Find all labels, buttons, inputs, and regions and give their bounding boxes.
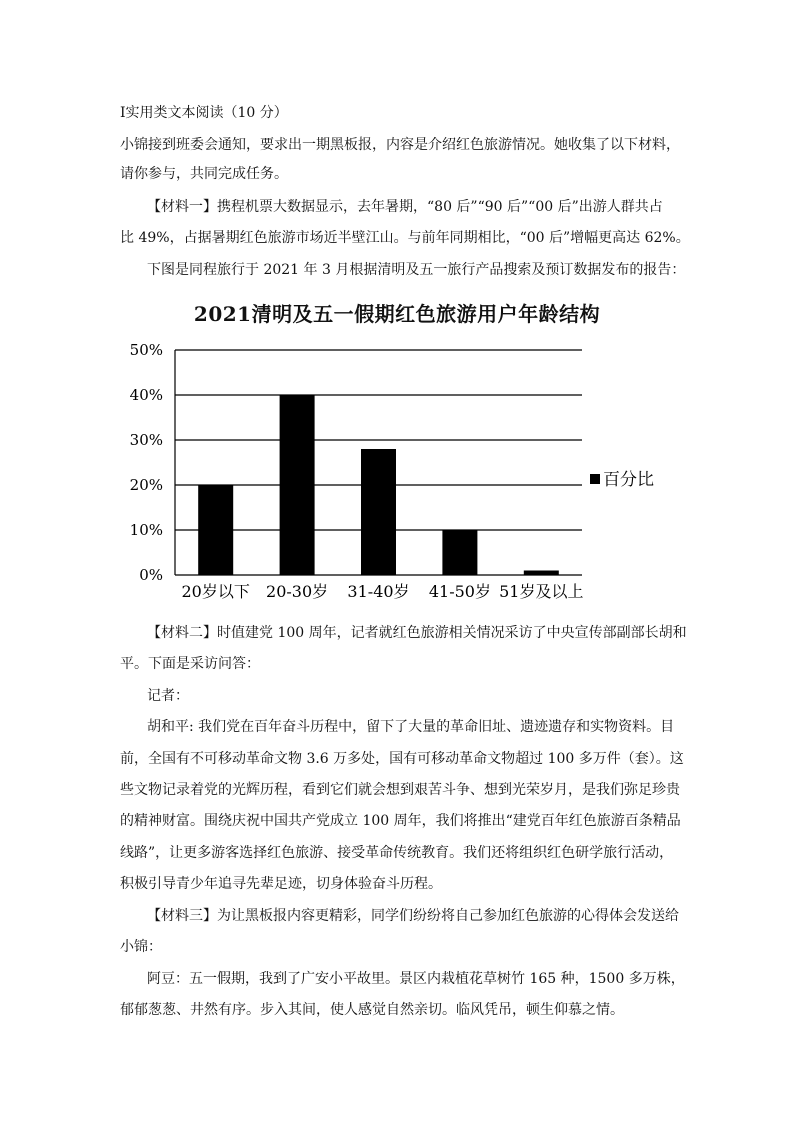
y-tick-label: 40%	[129, 386, 163, 404]
intro-line-2: 请你参与，共同完成任务。	[120, 166, 288, 182]
bar-0	[198, 485, 233, 575]
y-tick-label: 50%	[129, 341, 163, 359]
hu-answer-line-4: 的精神财富。围绕庆祝中国共产党成立 100 周年，我们将推出“建党百年红色旅游百条精品	[120, 813, 681, 829]
x-tick-label: 51岁及以上	[499, 582, 584, 601]
bar-4	[524, 571, 559, 576]
x-tick-label: 41-50岁	[428, 582, 491, 601]
legend-label: 百分比	[603, 470, 654, 490]
intro-line-1: 小锦接到班委会通知，要求出一期黑板报，内容是介绍红色旅游情况。她收集了以下材料，	[120, 137, 680, 153]
hu-answer-line-2: 前，全国有不可移动革命文物 3.6 万多处，国有可移动革命文物超过 100 多万件（套）。这	[120, 751, 684, 767]
material2-line-2: 平。下面是采访问答：	[120, 656, 260, 672]
hu-answer-line-3: 些文物记录着党的光辉历程，看到它们就会想到艰苦斗争、想到光荣岁月，是我们弥足珍贵	[120, 782, 680, 798]
x-tick-label: 20岁以下	[181, 582, 250, 601]
material1-line-2: 比 49%，占据暑期红色旅游市场近半壁江山。与前年同期相比，“00 后”增幅更高达 62%。	[120, 230, 690, 246]
bar-2	[361, 449, 396, 575]
material3-line-1: 【材料三】为让黑板报内容更精彩，同学们纷纷将自己参加红色旅游的心得体会发送给	[147, 908, 679, 924]
chart-title: 2021清明及五一假期红色旅游用户年龄结构	[193, 302, 601, 326]
bar-1	[280, 395, 315, 575]
y-tick-label: 10%	[129, 521, 163, 539]
y-tick-label: 0%	[139, 566, 163, 584]
hu-answer-line-5: 线路”，让更多游客选择红色旅游、接受革命传统教育。我们还将组织红色研学旅行活动，	[120, 845, 674, 861]
bar-chart	[0, 330, 794, 610]
chart-intro: 下图是同程旅行于 2021 年 3 月根据清明及五一旅行产品搜索及预订数据发布的报告：	[147, 262, 686, 278]
adou-line-2: 郁郁葱葱、井然有序。步入其间，使人感觉自然亲切。临风凭吊，顿生仰慕之情。	[120, 1002, 624, 1018]
material3-line-2: 小锦：	[120, 939, 162, 955]
hu-answer-line-6: 积极引导青少年追寻先辈足迹，切身体验奋斗历程。	[120, 876, 442, 892]
legend-swatch	[590, 474, 600, 484]
x-tick-label: 31-40岁	[347, 582, 410, 601]
x-tick-label: 20-30岁	[266, 582, 329, 601]
reporter-label: 记者：	[147, 688, 189, 704]
adou-line-1: 阿豆：五一假期，我到了广安小平故里。景区内栽植花草树竹 165 种，1500 多万株，	[147, 971, 685, 987]
material2-line-1: 【材料二】时值建党 100 周年，记者就红色旅游相关情况采访了中央宣传部副部长胡和	[147, 625, 687, 641]
section-heading: Ⅰ实用类文本阅读（10 分）	[120, 105, 288, 121]
hu-answer-line-1: 胡和平: 我们党在百年奋斗历程中，留下了大量的革命旧址、遗迹遗存和实物资料。目	[147, 719, 675, 735]
y-tick-label: 20%	[129, 476, 163, 494]
bar-3	[442, 530, 477, 575]
y-tick-label: 30%	[129, 431, 163, 449]
material1-line-1: 【材料一】携程机票大数据显示，去年暑期，“80 后”“90 后”“00 后”出游人群共占	[147, 199, 663, 215]
